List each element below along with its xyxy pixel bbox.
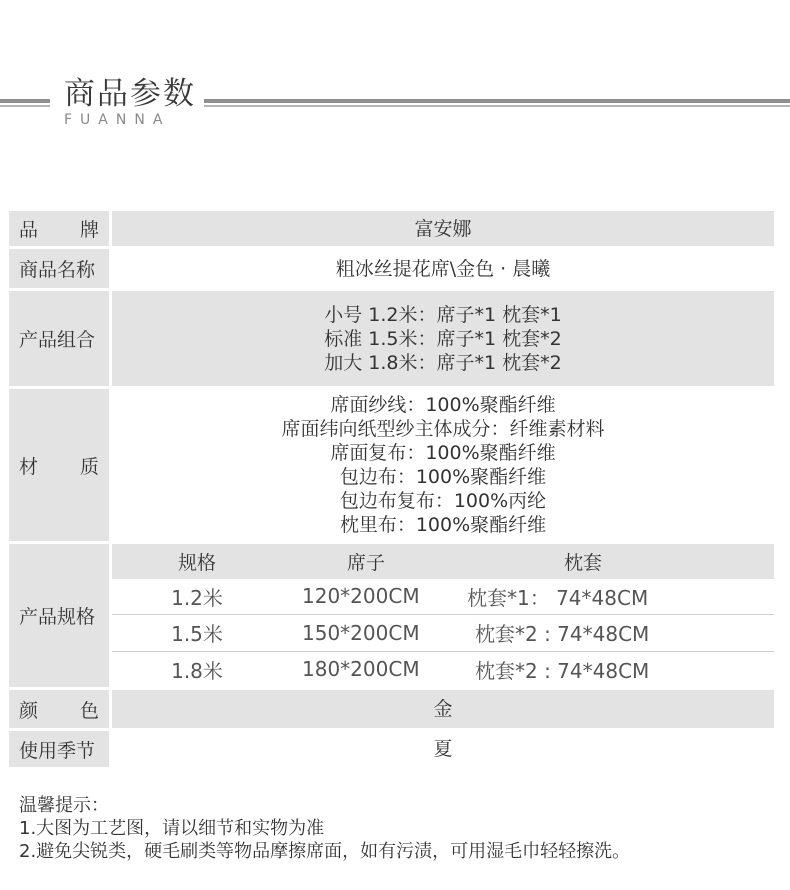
label-season: 使用季节 [9,731,109,767]
spec-cell-size: 1.5米 [171,622,223,647]
spec-header-mat: 席子 [347,551,386,574]
spec-header-row [112,544,774,579]
spec-row [112,652,774,688]
label-material-char-1: 材 [19,455,39,478]
combo-line: 标准 1.5米：席子*1 枕套*2 [324,327,562,350]
spec-cell-mat: 120*200CM [302,584,420,609]
header-rule-left [0,99,50,103]
tips [19,794,630,863]
value-season [112,731,774,767]
combo-line: 加大 1.8米：席子*1 枕套*2 [324,351,562,374]
label-color-char-1: 颜 [19,699,39,722]
row-season [9,731,774,767]
label-product-name: 商品名称 [9,249,109,288]
parameter-table [9,211,774,770]
season-value: 夏 [433,738,453,760]
spec-row [112,579,774,616]
label-material [9,389,109,541]
row-color [9,690,774,728]
label-color [9,690,109,728]
value-brand [112,211,774,246]
label-material-char-2: 质 [79,455,99,478]
spec-cell-pillow: 枕套*1： 74*48CM [467,585,649,610]
tips-line: 2.避免尖锐类，硬毛刷类等物品摩擦席面，如有污渍，可用湿毛巾轻轻擦洗。 [19,841,631,862]
material-line: 枕里布：100%聚酯纤维 [339,514,547,536]
spec-subtable [112,544,774,687]
brand-value: 富安娜 [414,217,472,240]
spec-cell-pillow: 枕套*2 : 74*48CM [475,622,650,647]
material-line: 包边布复布：100%丙纶 [339,490,547,512]
header-rule-right-thin [204,105,790,107]
row-product-name [9,249,774,288]
color-value: 金 [433,698,453,720]
label-color-char-2: 色 [79,699,99,722]
row-brand [9,211,774,246]
tips-line: 1.大图为工艺图，请以细节和实物为准 [19,818,325,839]
label-brand-char-1: 品 [19,219,39,241]
tips-title: 温馨提示： [19,795,109,816]
section-subtitle: FUANNA [64,112,171,128]
material-line: 包边布：100%聚酯纤维 [339,466,547,488]
spec-cell-mat: 150*200CM [302,620,420,645]
row-material [9,389,774,541]
spec-cell-pillow: 枕套*2 : 74*48CM [475,658,650,683]
header-rule-right [204,99,790,103]
row-spec [9,544,774,687]
value-material [112,389,774,541]
label-spec: 产品规格 [9,544,109,687]
spec-header-pillow: 枕套 [564,551,603,574]
spec-cell-mat: 180*200CM [302,657,420,682]
header-rule-left-thin [0,105,50,107]
spec-cell-size: 1.2米 [171,585,223,610]
value-color [112,690,774,728]
spec-cell-size: 1.8米 [171,658,223,683]
spec-row [112,615,774,652]
spec-header-size: 规格 [177,551,216,574]
product-name-value: 粗冰丝提花席\金色 · 晨曦 [335,257,551,280]
label-brand-char-2: 牌 [79,219,99,241]
material-line: 席面纱线：100%聚酯纤维 [330,394,556,416]
label-combo: 产品组合 [9,291,109,386]
row-combo [9,291,774,386]
material-line: 席面纬向纸型纱主体成分：纤维素材料 [281,418,605,440]
section-title: 商品参数 [64,76,196,112]
material-line: 席面复布：100%聚酯纤维 [330,442,556,464]
value-product-name [112,249,774,288]
combo-line: 小号 1.2米：席子*1 枕套*1 [324,303,562,326]
value-combo [112,291,774,386]
label-brand [9,211,109,246]
